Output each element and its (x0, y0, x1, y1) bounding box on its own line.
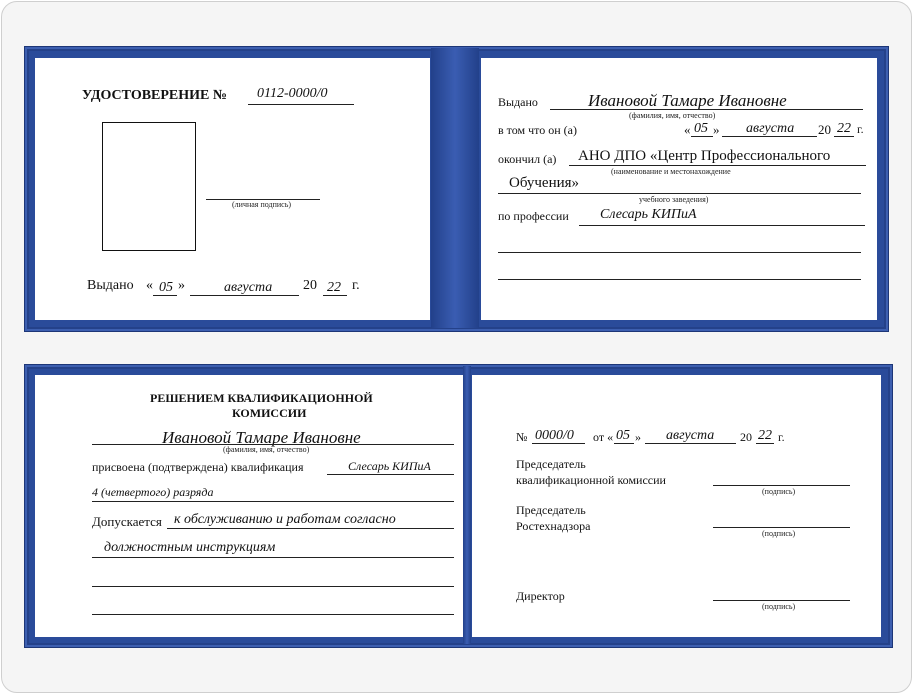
year: 22 (758, 428, 772, 443)
org-caption1: (наименование и местонахождение (611, 167, 731, 176)
year-underline (834, 136, 854, 137)
top-spine (431, 48, 479, 328)
blank-line-1 (92, 586, 454, 587)
issue-day: 05 (159, 280, 173, 295)
quote-close: » (713, 122, 720, 137)
blank-line-1 (498, 252, 861, 253)
day: 05 (616, 428, 630, 443)
org-caption2: учебного заведения) (639, 195, 709, 204)
century: 20 (740, 430, 752, 444)
qualification-underline (327, 474, 454, 475)
heading-line1: РЕШЕНИЕМ КВАЛИФИКАЦИОННОЙ (150, 391, 373, 405)
year-suffix: г. (857, 122, 864, 136)
person-underline (550, 109, 863, 110)
issued-label: Выдано (498, 95, 538, 109)
fact-label: в том что он (а) (498, 123, 577, 137)
certificate-number: 0112-0000/0 (257, 86, 328, 101)
no-label: № (516, 430, 528, 444)
year-underline (756, 443, 774, 444)
person-name: Ивановой Тамаре Ивановне (162, 428, 361, 447)
grade-value: 4 (четвертого) разряда (92, 485, 214, 499)
protocol-underline (532, 443, 585, 444)
admitted-line1: к обслуживанию и работам согласно (174, 512, 396, 527)
year-underline (323, 295, 347, 296)
quote-open: « (146, 278, 153, 293)
bottom-left-page (35, 375, 463, 637)
admitted-underline1 (167, 528, 454, 529)
chair2-sign-line (713, 527, 850, 528)
grade-underline (92, 501, 454, 502)
signature-caption: (личная подпись) (232, 200, 292, 209)
fio-caption: (фамилия, имя, отчество) (223, 445, 310, 454)
quote-close: » (635, 430, 641, 444)
quote-close: » (178, 278, 185, 293)
bottom-right-page (472, 375, 881, 637)
certificate-title: УДОСТОВЕРЕНИЕ № (82, 88, 227, 103)
year-suffix: г. (778, 430, 785, 444)
org-underline2 (498, 193, 861, 194)
chair1-line1: Председатель (516, 457, 586, 471)
heading-line2: КОМИССИИ (232, 406, 307, 420)
month: августа (666, 428, 715, 443)
top-right-page (481, 58, 877, 320)
finished-label: окончил (а) (498, 152, 557, 166)
top-left-page (35, 58, 430, 320)
fio-caption: (фамилия, имя, отчество) (629, 111, 716, 120)
blank-line-2 (92, 614, 454, 615)
chair1-sign-caption: (подпись) (762, 487, 796, 496)
admitted-underline2 (92, 557, 454, 558)
issue-year: 22 (327, 280, 341, 295)
director-sign-caption: (подпись) (762, 602, 796, 611)
month: августа (746, 121, 795, 136)
quote-open: « (684, 122, 691, 137)
chair1-sign-line (713, 485, 850, 486)
org-line1: АНО ДПО «Центр Профессионального (578, 148, 831, 164)
chair1-line2: квалификационной комиссии (516, 473, 666, 487)
year-suffix: г. (352, 278, 360, 293)
director-sign-line (713, 600, 850, 601)
month-underline (722, 136, 817, 137)
month-underline (190, 295, 299, 296)
assigned-label: присвоена (подтверждена) квалификация (92, 460, 304, 474)
bottom-spine (463, 366, 471, 644)
protocol-number: 0000/0 (535, 428, 574, 443)
chair2-line1: Председатель (516, 503, 586, 517)
admitted-label: Допускается (92, 514, 162, 529)
qualification-value: Слесарь КИПиА (348, 459, 431, 473)
from-label: от « (593, 430, 614, 444)
issue-month: августа (224, 280, 273, 295)
chair2-sign-caption: (подпись) (762, 529, 796, 538)
person-name: Ивановой Тамаре Ивановне (588, 91, 787, 110)
chair2-line2: Ростехнадзора (516, 519, 591, 533)
blank-line-2 (498, 279, 861, 280)
century: 20 (818, 122, 831, 137)
number-underline (248, 104, 354, 105)
day: 05 (694, 121, 708, 136)
org-line2: Обучения» (509, 175, 580, 191)
day-underline (153, 295, 177, 296)
admitted-line2: должностным инструкциям (104, 540, 276, 555)
day-underline (614, 443, 634, 444)
profession-label: по профессии (498, 209, 569, 223)
issued-label: Выдано (87, 278, 134, 293)
month-underline (645, 443, 736, 444)
director-label: Директор (516, 589, 565, 603)
photo-box (102, 122, 196, 251)
day-underline (691, 136, 713, 137)
profession-value: Слесарь КИПиА (600, 207, 697, 222)
century: 20 (303, 278, 317, 293)
profession-underline (579, 225, 865, 226)
year: 22 (837, 121, 851, 136)
org-underline1 (569, 165, 866, 166)
